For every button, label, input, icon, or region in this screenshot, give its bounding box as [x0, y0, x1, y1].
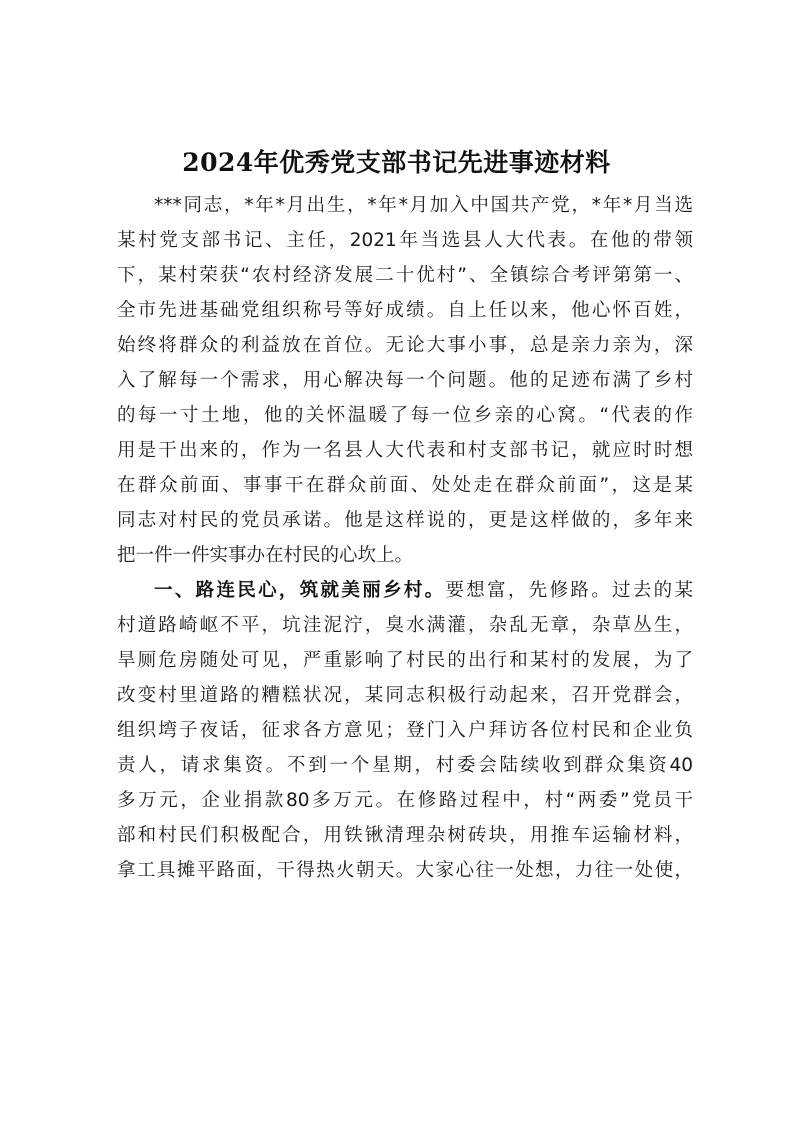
paragraph-line: 部和村民们积极配合，用铁锹清理杂树砖块，用推车运输材料， [117, 825, 693, 846]
paragraph-line: 多万元，企业捐款80多万元。在修路过程中，村“两委”党员干 [117, 790, 693, 811]
paragraph-line: 在群众前面、事事干在群众前面、处处走在群众前面”，这是某 [117, 475, 693, 496]
paragraph-line: 村道路崎岖不平，坑洼泥泞，臭水满灌，杂乱无章，杂草丛生， [117, 615, 693, 636]
section-one [117, 573, 693, 888]
paragraph-line: 下，某村荣获“农村经济发展二十优村”、全镇综合考评第第一、 [117, 265, 693, 286]
paragraph-line: 把一件一件实事办在村民的心坎上。 [117, 545, 414, 566]
section-heading-rest: 要想富，先修路。过去的某 [445, 580, 693, 601]
paragraph-line: 旱厕危房随处可见，严重影响了村民的出行和某村的发展，为了 [117, 650, 693, 671]
section-heading: 一、路连民心，筑就美丽乡村。 [154, 580, 446, 601]
document-title: 2024年优秀党支部书记先进事迹材料 [182, 148, 611, 177]
document-body [117, 188, 693, 888]
paragraph-line: 改变村里道路的糟糕状况，某同志积极行动起来，召开党群会， [117, 685, 693, 706]
paragraph-line: 组织塆子夜话，征求各方意见；登门入户拜访各位村民和企业负 [117, 720, 693, 741]
paragraph-line: 全市先进基础党组织称号等好成绩。自上任以来，他心怀百姓， [117, 300, 693, 321]
paragraph-line: 责人，请求集资。不到一个星期，村委会陆续收到群众集资40 [117, 755, 693, 776]
paragraph-line: 的每一寸土地，他的关怀温暖了每一位乡亲的心窝。“代表的作 [117, 405, 693, 426]
paragraph-line: 始终将群众的利益放在首位。无论大事小事，总是亲力亲为，深 [117, 335, 693, 356]
section-heading-line [117, 573, 693, 608]
paragraph-line: 用是干出来的，作为一名县人大代表和村支部书记，就应时时想 [117, 440, 693, 461]
paragraph-line: 拿工具摊平路面，干得热火朝天。大家心往一处想，力往一处使， [117, 860, 693, 881]
paragraph-line: 同志对村民的党员承诺。他是这样说的，更是这样做的，多年来 [117, 510, 693, 531]
paragraph-line: 入了解每一个需求，用心解决每一个问题。他的足迹布满了乡村 [117, 370, 693, 391]
paragraph-line: 某村党支部书记、主任，2021年当选县人大代表。在他的带领 [117, 230, 693, 251]
intro-paragraph [117, 188, 693, 573]
paragraph-line: ***同志，*年*月出生，*年*月加入中国共产党，*年*月当选 [154, 195, 693, 216]
